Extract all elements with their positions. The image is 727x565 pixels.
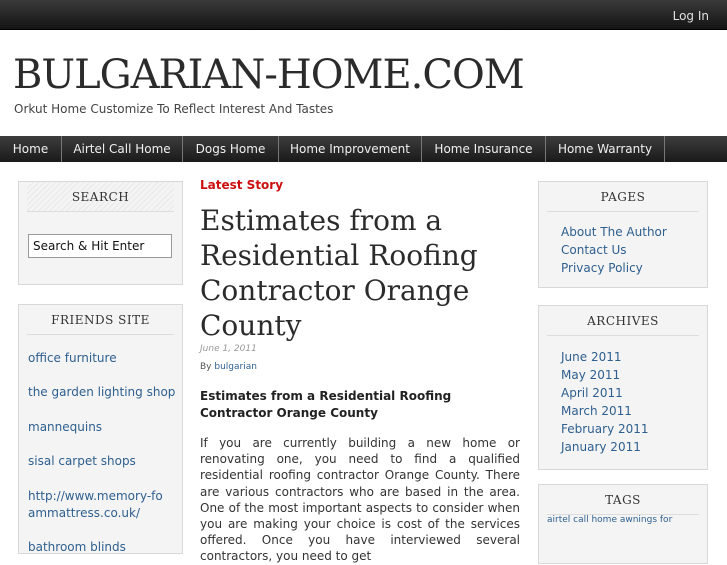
post-byline	[200, 362, 257, 372]
friends-widget	[18, 304, 183, 554]
archive-link[interactable]: May 2011	[561, 368, 621, 382]
main-nav	[0, 136, 727, 162]
post-subtitle: Estimates from a Residential Roofing Contractor Orange County	[200, 389, 452, 420]
nav-item-home[interactable]: Home	[0, 136, 62, 162]
nav-item-home-improvement[interactable]: Home Improvement	[279, 136, 422, 162]
archive-link[interactable]: March 2011	[561, 404, 632, 418]
nav-item-dogs-home[interactable]: Dogs Home	[183, 136, 279, 162]
tags-widget	[538, 484, 708, 564]
nav-item-home-warranty[interactable]: Home Warranty	[546, 136, 665, 162]
pages-heading: PAGES	[547, 182, 699, 212]
post-date: June 1, 2011	[200, 344, 257, 354]
top-bar	[0, 0, 727, 30]
site-tagline: Orkut Home Customize To Reflect Interest And Tastes	[14, 102, 334, 116]
page-link-privacy[interactable]: Privacy Policy	[561, 261, 643, 275]
post-title[interactable]: Estimates from a Residential Roofing Contractor Orange County	[200, 204, 478, 342]
page-link-contact[interactable]: Contact Us	[561, 243, 627, 257]
friend-link[interactable]: http://www.memory-foammattress.co.uk/	[28, 489, 163, 520]
friend-link[interactable]: sisal carpet shops	[28, 454, 136, 468]
login-link[interactable]: Log In	[672, 9, 709, 23]
search-widget	[18, 181, 183, 285]
search-heading: SEARCH	[27, 182, 174, 212]
latest-story-label: Latest Story	[200, 178, 284, 192]
pages-widget	[538, 181, 708, 288]
archives-heading: ARCHIVES	[547, 306, 699, 336]
friend-link[interactable]: office furniture	[28, 351, 117, 365]
site-title[interactable]: BULGARIAN-HOME.COM	[13, 52, 524, 98]
byline-prefix: By	[200, 362, 212, 372]
archive-link[interactable]: April 2011	[561, 386, 623, 400]
friend-link[interactable]: the garden lighting shop	[28, 385, 176, 399]
nav-item-home-insurance[interactable]: Home Insurance	[422, 136, 546, 162]
friend-link[interactable]: mannequins	[28, 420, 103, 434]
archive-link[interactable]: February 2011	[561, 422, 649, 436]
post-body: If you are currently building a new home or renovating one, you need to find a qualified residential roofing contractor Orange County. There are various contractors who are based in the area. One of the most important aspects to consider when you are making your choice is cost of the services offered. Once you have interviewed several contractors, you need to get	[200, 436, 520, 564]
author-link[interactable]: bulgarian	[214, 362, 257, 372]
friend-link[interactable]: bathroom blinds	[28, 540, 126, 554]
archive-link[interactable]: June 2011	[561, 350, 622, 364]
tags-heading: TAGS	[547, 485, 699, 515]
friends-heading: FRIENDS SITE	[27, 305, 174, 335]
page-link-about[interactable]: About The Author	[561, 225, 667, 239]
search-input[interactable]	[28, 234, 172, 258]
archive-link[interactable]: January 2011	[561, 440, 641, 454]
tag-cloud[interactable]: airtel call home awnings for	[547, 515, 673, 525]
archives-widget	[538, 305, 708, 470]
nav-item-airtel-call-home[interactable]: Airtel Call Home	[62, 136, 183, 162]
